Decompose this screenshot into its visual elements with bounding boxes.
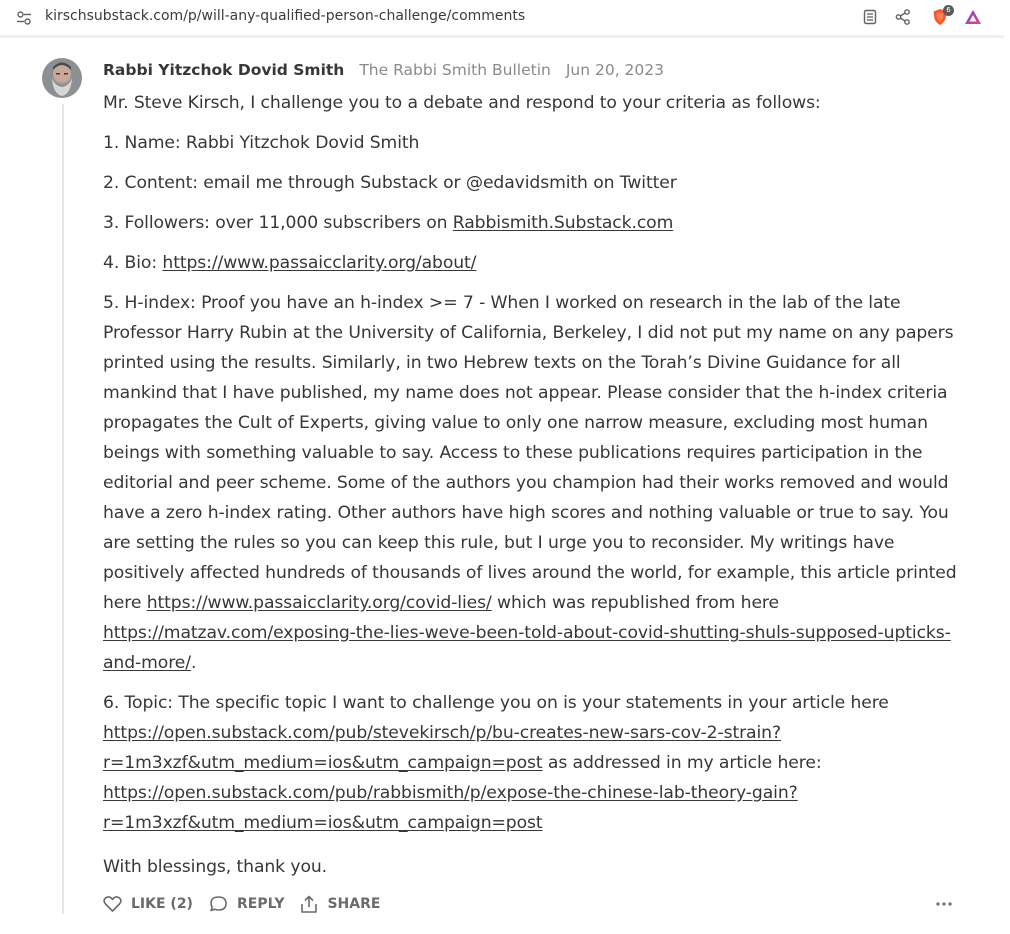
addressed-text: as addressed in my article here:	[542, 753, 822, 773]
criteria-content: 2. Content: email me through Substack or @edavidsmith on Twitter	[103, 173, 677, 193]
address-bar-divider	[0, 35, 1004, 38]
followers-text: 3. Followers: over 11,000 subscribers on	[103, 213, 453, 233]
kirsch-link-part1: https://open.substack.com/pub/stevekirsch/p/bu-creates-new-sars-cov-2-strain?	[103, 723, 781, 743]
share-label: SHARE	[327, 896, 381, 912]
criteria-topic	[103, 688, 963, 838]
topic-text: 6. Topic: The specific topic I want to challenge you on is your statements in your article here	[103, 693, 889, 713]
reply-label: REPLY	[236, 896, 285, 912]
comment-meta	[103, 58, 963, 82]
bio-text: 4. Bio:	[103, 253, 163, 273]
like-button[interactable]	[103, 895, 193, 913]
speech-bubble-icon	[209, 895, 228, 913]
more-horizontal-icon[interactable]	[935, 895, 953, 913]
passaic-covid-link[interactable]: https://www.passaicclarity.org/covid-lies/	[146, 593, 492, 613]
kirsch-article-link[interactable]	[103, 718, 963, 773]
avatar-portrait-icon	[42, 58, 82, 98]
bio-link[interactable]: https://www.passaicclarity.org/about/	[162, 253, 477, 273]
share-icon[interactable]	[894, 8, 912, 26]
reply-button[interactable]	[209, 895, 284, 913]
comment	[103, 58, 963, 892]
address-bar	[0, 0, 1010, 36]
substack-link[interactable]: Rabbismith.Substack.com	[452, 213, 674, 233]
shields-count-badge: 6	[943, 5, 954, 16]
criteria-followers	[103, 208, 963, 238]
matzav-link[interactable]: https://matzav.com/exposing-the-lies-weve-been-told-about-covid-shutting-shuls-supposed-upticks-and-more/	[103, 623, 951, 673]
criteria-name: 1. Name: Rabbi Yitzchok Dovid Smith	[103, 133, 420, 153]
comment-closing: With blessings, thank you.	[103, 857, 328, 877]
criteria-h-index	[103, 288, 963, 678]
h-index-text: 5. H-index: Proof you have an h-index >= 7 - When I worked on research in the lab of the late Professor Harry Rubin at the University of California, Berkeley, I did not put my name on any papers printed using the results. Similarly, in two Hebrew texts on the Torah’s Divine Guidance for all mankind that I have published, my name does not appear. Please consider that the h-index criteria propagates the Cult of Experts, giving value to only one narrow measure, excluding most human beings with something valuable to say. Access to these publications requires participation in the editorial and peer scheme. Some of the authors you champion had their works removed and would have a zero h-index rating. Other authors have high scores and nothing valuable or true to say. You are setting the rules so you can keep this rule, but I urge you to reconsider. My writings have positively affected hundreds of thousands of lives around the world, for example, this article printed here	[103, 293, 957, 613]
author-publication[interactable]: The Rabbi Smith Bulletin	[359, 61, 551, 79]
reader-mode-icon[interactable]	[861, 8, 879, 26]
comment-intro: Mr. Steve Kirsch, I challenge you to a debate and respond to your criteria as follows:	[103, 93, 821, 113]
thread-line[interactable]	[62, 104, 64, 914]
like-label: LIKE (2)	[131, 896, 193, 912]
tune-icon[interactable]	[16, 10, 32, 26]
rabbismith-article-link[interactable]	[103, 778, 963, 833]
rabbismith-link-part1: https://open.substack.com/pub/rabbismith/p/expose-the-chinese-lab-theory-gain?	[103, 783, 798, 803]
republished-text: which was republished from here	[491, 593, 779, 613]
share-button[interactable]	[300, 895, 380, 914]
comment-text	[103, 88, 963, 882]
comment-date[interactable]: Jun 20, 2023	[565, 61, 664, 79]
h-index-end: .	[190, 653, 197, 673]
brave-rewards-icon[interactable]	[964, 8, 982, 26]
comment-author[interactable]: Rabbi Yitzchok Dovid Smith	[103, 61, 345, 79]
kirsch-link-part2: r=1m3xzf&utm_medium=ios&utm_campaign=post	[103, 753, 543, 773]
heart-icon	[103, 895, 122, 913]
rabbismith-link-part2: r=1m3xzf&utm_medium=ios&utm_campaign=post	[103, 813, 543, 833]
criteria-bio	[103, 248, 963, 278]
share-upload-icon	[300, 895, 318, 914]
comment-actions	[103, 891, 953, 917]
url-text[interactable]: kirschsubstack.com/p/will-any-qualified-person-challenge/comments	[45, 8, 526, 24]
avatar[interactable]	[42, 58, 82, 98]
